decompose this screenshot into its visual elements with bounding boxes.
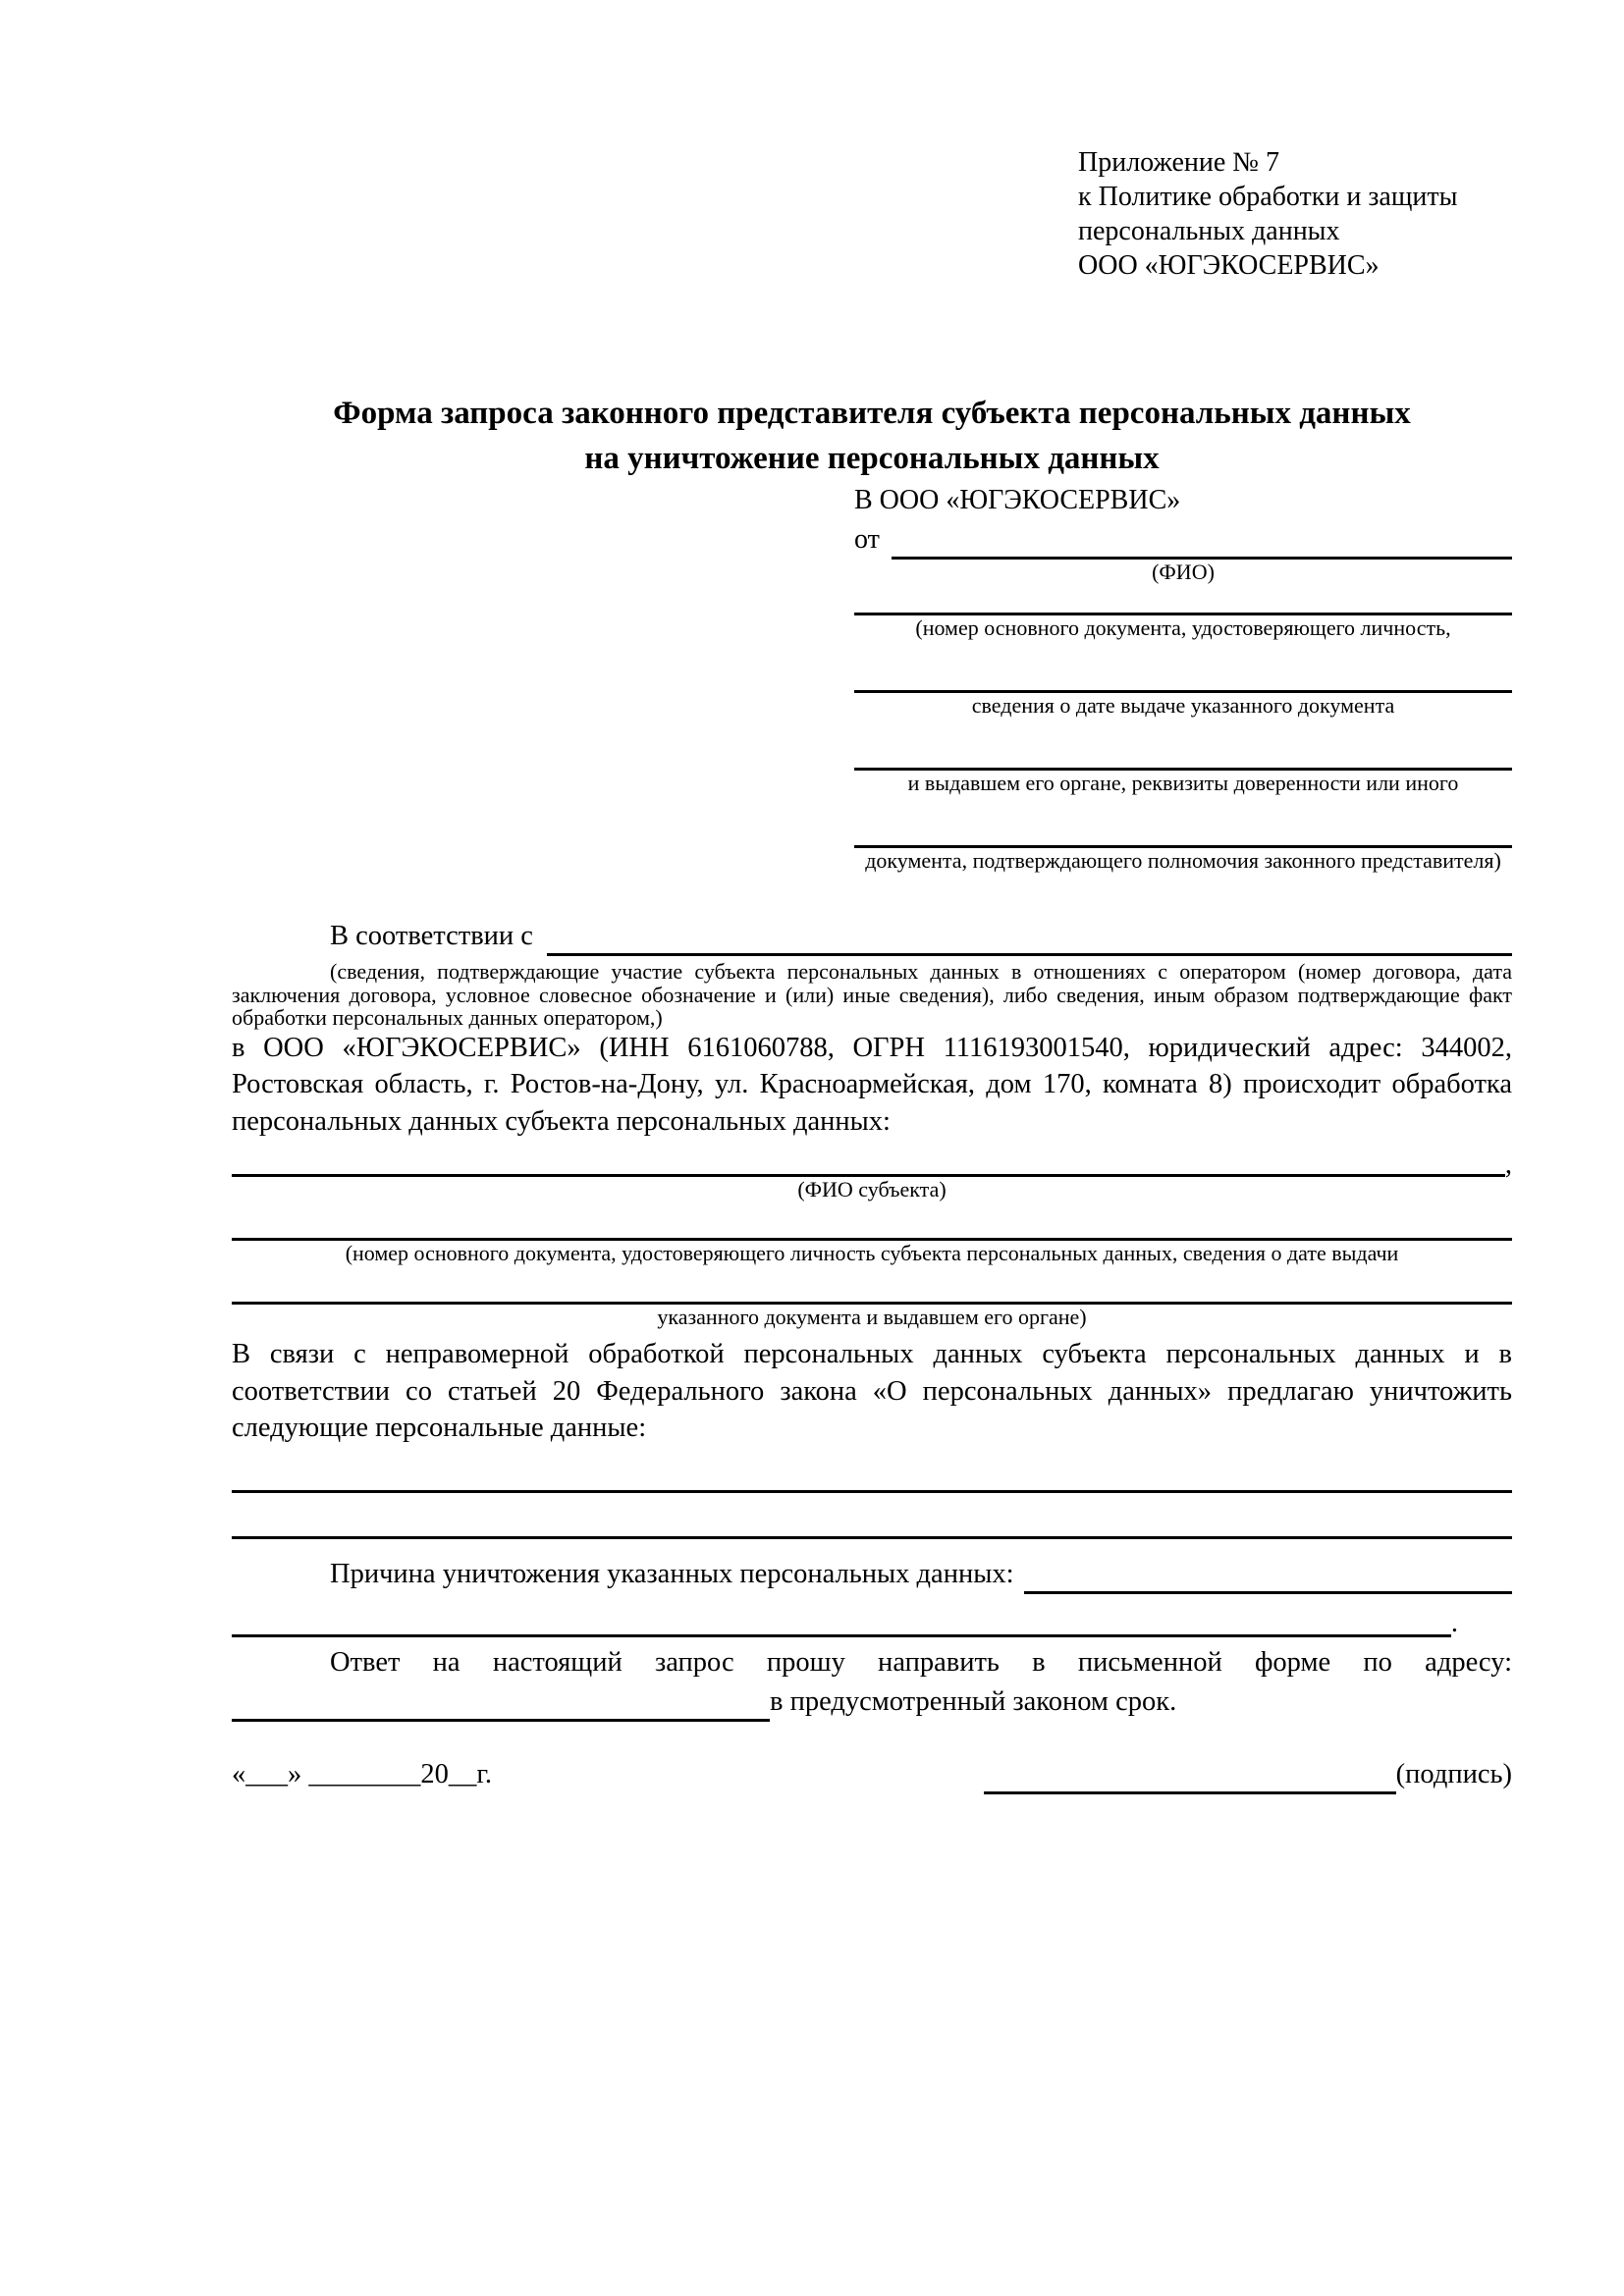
- data-to-destroy-field-1: [232, 1490, 1512, 1493]
- title-line-2: на уничтожение персональных данных: [584, 441, 1160, 476]
- reason-field-2: [232, 1634, 1451, 1637]
- representative-doc-caption-4: документа, подтверждающего полномочия законного представителя): [865, 848, 1501, 873]
- accordance-note: (сведения, подтверждающие участие субъекта персональных данных в отношениях с оператором (номер договора, дата заключения договора, условное словесное обозначение и (или) иные сведения), либо сведения, иным образом подтверждающие факт обработки персональных данных оператором,): [232, 959, 1512, 1030]
- from-row: [854, 520, 1512, 560]
- subject-doc-caption-2: указанного документа и выдавшем его органе): [657, 1305, 1087, 1329]
- representative-doc-caption-3: и выдавшем его органе, реквизиты доверенности или иного: [907, 771, 1459, 795]
- request-paragraph: В связи с неправомерной обработкой персональных данных субъекта персональных данных и в соответствии со статьей 20 Федерального закона «О персональных данных» предлагаю уничтожить следующие персональные данные:: [232, 1339, 1512, 1443]
- appendix-line-4: ООО «ЮГЭКОСЕРВИС»: [1078, 250, 1380, 281]
- answer-suffix: в предусмотренный законом срок.: [770, 1685, 1177, 1717]
- addressee-block: [854, 481, 1512, 874]
- answer-line-2: [232, 1682, 1512, 1722]
- appendix-line-3: персональных данных: [1078, 216, 1340, 246]
- reason-field-1: [1024, 1591, 1512, 1594]
- accordance-lead: В соответствии с: [330, 921, 533, 951]
- from-label: от: [854, 524, 880, 555]
- operator-paragraph: в ООО «ЮГЭКОСЕРВИС» (ИНН 6161060788, ОГРН 1116193001540, юридический адрес: 344002, Ростовская область, г. Ростов-на-Дону, ул. Красноармейская, дом 170, комната 8) происходит обработка персональных данных субъекта персональных данных:: [232, 1032, 1512, 1137]
- fio-caption: (ФИО): [1152, 560, 1215, 584]
- reason-label: Причина уничтожения указанных персональных данных:: [330, 1558, 1014, 1589]
- reason-continuation-row: [232, 1607, 1458, 1638]
- appendix-line-1: Приложение № 7: [1078, 147, 1279, 178]
- reason-period: .: [1450, 1607, 1458, 1638]
- representative-doc-caption-1: (номер основного документа, удостоверяющего личность,: [915, 615, 1451, 640]
- accordance-row: [232, 917, 1512, 956]
- addressee-org: В ООО «ЮГЭКОСЕРВИС»: [854, 485, 1181, 515]
- document-title: [232, 391, 1512, 481]
- subject-fio-comma: ,: [1504, 1149, 1512, 1180]
- signature-group: [984, 1755, 1512, 1794]
- signature-caption: (подпись): [1395, 1758, 1512, 1789]
- answer-line-1: Ответ на настоящий запрос прошу направить в письменной форме по адресу:: [330, 1646, 1512, 1678]
- date-field: «___» ________20__г.: [232, 1758, 492, 1789]
- accordance-field: [547, 953, 1512, 956]
- address-field: [232, 1719, 770, 1722]
- reason-row: [232, 1555, 1512, 1594]
- appendix-block: [1078, 145, 1512, 283]
- representative-doc-caption-2: сведения о дате выдаче указанного документа: [971, 693, 1395, 718]
- data-to-destroy-field-2: [232, 1536, 1512, 1539]
- signature-field: [984, 1791, 1396, 1794]
- subject-fio-caption: (ФИО субъекта): [797, 1177, 947, 1201]
- footer-row: [232, 1755, 1512, 1794]
- subject-fio-row: [232, 1149, 1512, 1180]
- subject-doc-caption-1: (номер основного документа, удостоверяющего личность субъекта персональных данных, сведения о дате выдачи: [345, 1241, 1399, 1265]
- appendix-line-2: к Политике обработки и защиты: [1078, 182, 1458, 212]
- title-line-1: Форма запроса законного представителя субъекта персональных данных: [333, 396, 1411, 431]
